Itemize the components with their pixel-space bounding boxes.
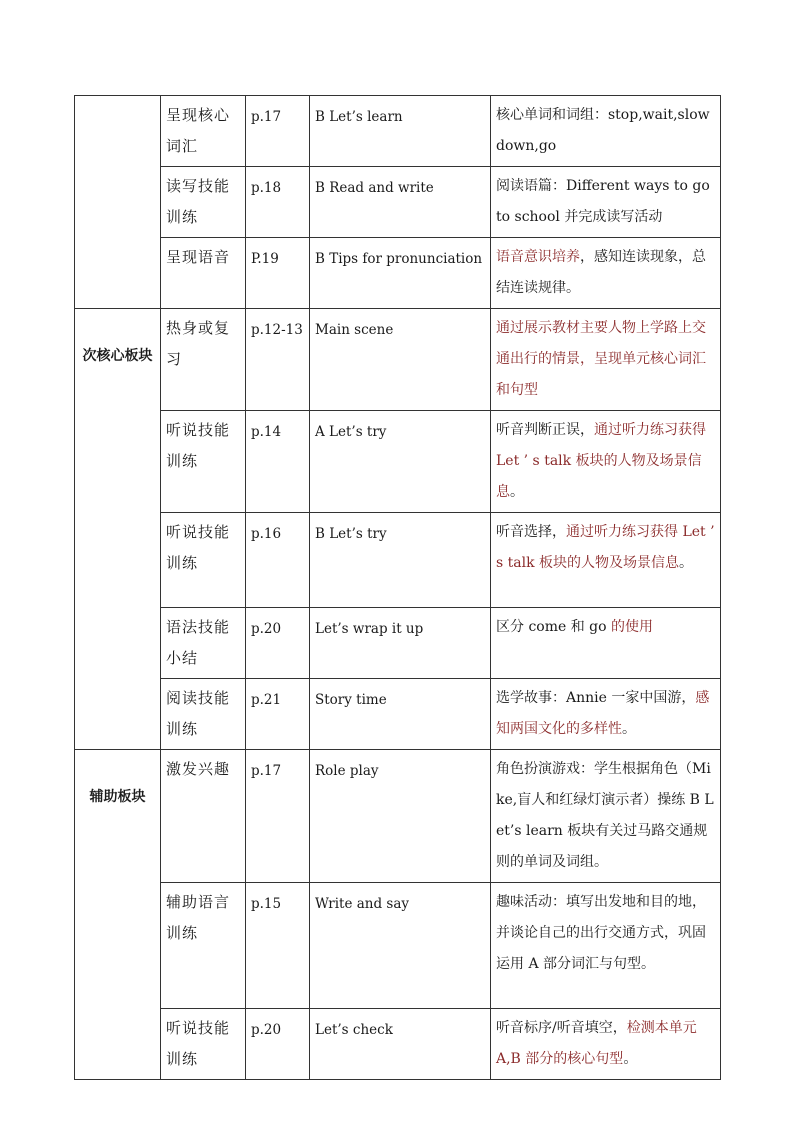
content-cell: 热身或复习	[161, 309, 246, 411]
content-cell: 读写技能训练	[161, 167, 246, 238]
content-cell: 听说技能训练	[161, 513, 246, 608]
section-cell: Role play	[310, 750, 491, 883]
table-row	[75, 608, 721, 679]
desc-cell	[491, 238, 721, 309]
section-cell: B Tips for pronunciation	[310, 238, 491, 309]
table-row	[75, 679, 721, 750]
highlighted-text: 通过听力练习获得 Let ’ s talk 板块的人物及场景信息	[496, 422, 706, 500]
page-cell: p.16	[246, 513, 310, 608]
content-cell: 语法技能小结	[161, 608, 246, 679]
desc-cell	[491, 679, 721, 750]
desc-text: 听音选择，	[496, 524, 566, 540]
section-cell: A Let’s try	[310, 411, 491, 513]
block-cell	[75, 96, 161, 309]
highlighted-text: 感知两国文化的多样性	[496, 690, 710, 737]
desc-text: 。	[510, 484, 524, 500]
table-row	[75, 238, 721, 309]
highlighted-text: 通过展示教材主要人物上学路上交通出行的情景，呈现单元核心词汇和句型	[496, 320, 706, 398]
desc-cell	[491, 750, 721, 883]
section-cell: B Read and write	[310, 167, 491, 238]
desc-text: 阅读语篇：Different ways to go to school 并完成读写活动	[496, 178, 710, 225]
page-cell: P.19	[246, 238, 310, 309]
desc-text: ，感知连读现象，总结连读规律。	[496, 249, 706, 296]
page-cell: p.20	[246, 1009, 310, 1080]
block-cell: 辅助板块	[75, 750, 161, 1080]
content-cell: 呈现核心词汇	[161, 96, 246, 167]
desc-cell	[491, 1009, 721, 1080]
desc-text: 听音判断正误，	[496, 422, 594, 438]
section-cell: Main scene	[310, 309, 491, 411]
section-cell: Let’s check	[310, 1009, 491, 1080]
table-row	[75, 513, 721, 608]
content-cell: 听说技能训练	[161, 411, 246, 513]
content-cell: 呈现语音	[161, 238, 246, 309]
content-cell: 激发兴趣	[161, 750, 246, 883]
section-cell: B Let’s try	[310, 513, 491, 608]
section-cell: Story time	[310, 679, 491, 750]
desc-cell	[491, 309, 721, 411]
table-row	[75, 1009, 721, 1080]
content-cell: 辅助语言训练	[161, 883, 246, 1009]
desc-text: 。	[623, 1051, 638, 1067]
highlighted-text: 检测本单元 A,B 部分的核心句型	[496, 1020, 697, 1067]
desc-text: 。	[622, 721, 636, 737]
content-cell: 阅读技能训练	[161, 679, 246, 750]
page-cell: p.20	[246, 608, 310, 679]
page-cell: p.17	[246, 750, 310, 883]
table-body	[75, 96, 721, 1080]
page-cell: p.21	[246, 679, 310, 750]
page-cell: p.17	[246, 96, 310, 167]
desc-text: 选学故事：Annie 一家中国游，	[496, 690, 696, 706]
table-row	[75, 96, 721, 167]
section-cell: Let’s wrap it up	[310, 608, 491, 679]
page-cell: p.18	[246, 167, 310, 238]
desc-cell	[491, 96, 721, 167]
block-cell: 次核心板块	[75, 309, 161, 750]
table-row	[75, 167, 721, 238]
desc-cell	[491, 167, 721, 238]
table-row	[75, 309, 721, 411]
page-cell: p.12-13	[246, 309, 310, 411]
highlighted-text: 的使用	[611, 619, 654, 635]
page-cell: p.14	[246, 411, 310, 513]
section-cell: Write and say	[310, 883, 491, 1009]
desc-cell	[491, 883, 721, 1009]
lesson-plan-table	[74, 95, 721, 1080]
desc-text: 区分 come 和 go	[496, 619, 612, 635]
desc-text: 角色扮演游戏：学生根据角色（Mike,盲人和红绿灯演示者）操练 B Let’s learn 板块有关过马路交通规则的单词及词组。	[496, 761, 714, 870]
desc-text: 。	[679, 555, 694, 571]
desc-cell	[491, 411, 721, 513]
section-cell: B Let’s learn	[310, 96, 491, 167]
highlighted-text: 语音意识培养	[496, 249, 580, 265]
table-row	[75, 750, 721, 883]
desc-text: 核心单词和词组：stop,wait,slow down,go	[496, 107, 710, 154]
table-row	[75, 883, 721, 1009]
highlighted-text: 通过听力练习获得 Let ’ s talk 板块的人物及场景信息	[496, 524, 715, 571]
content-cell: 听说技能训练	[161, 1009, 246, 1080]
desc-text: 趣味活动：填写出发地和目的地，并谈论自己的出行交通方式，巩固运用 A 部分词汇与句型。	[496, 894, 706, 972]
table-row	[75, 411, 721, 513]
desc-text: 听音标序/听音填空，	[496, 1020, 627, 1036]
desc-cell	[491, 608, 721, 679]
page-cell: p.15	[246, 883, 310, 1009]
desc-cell	[491, 513, 721, 608]
